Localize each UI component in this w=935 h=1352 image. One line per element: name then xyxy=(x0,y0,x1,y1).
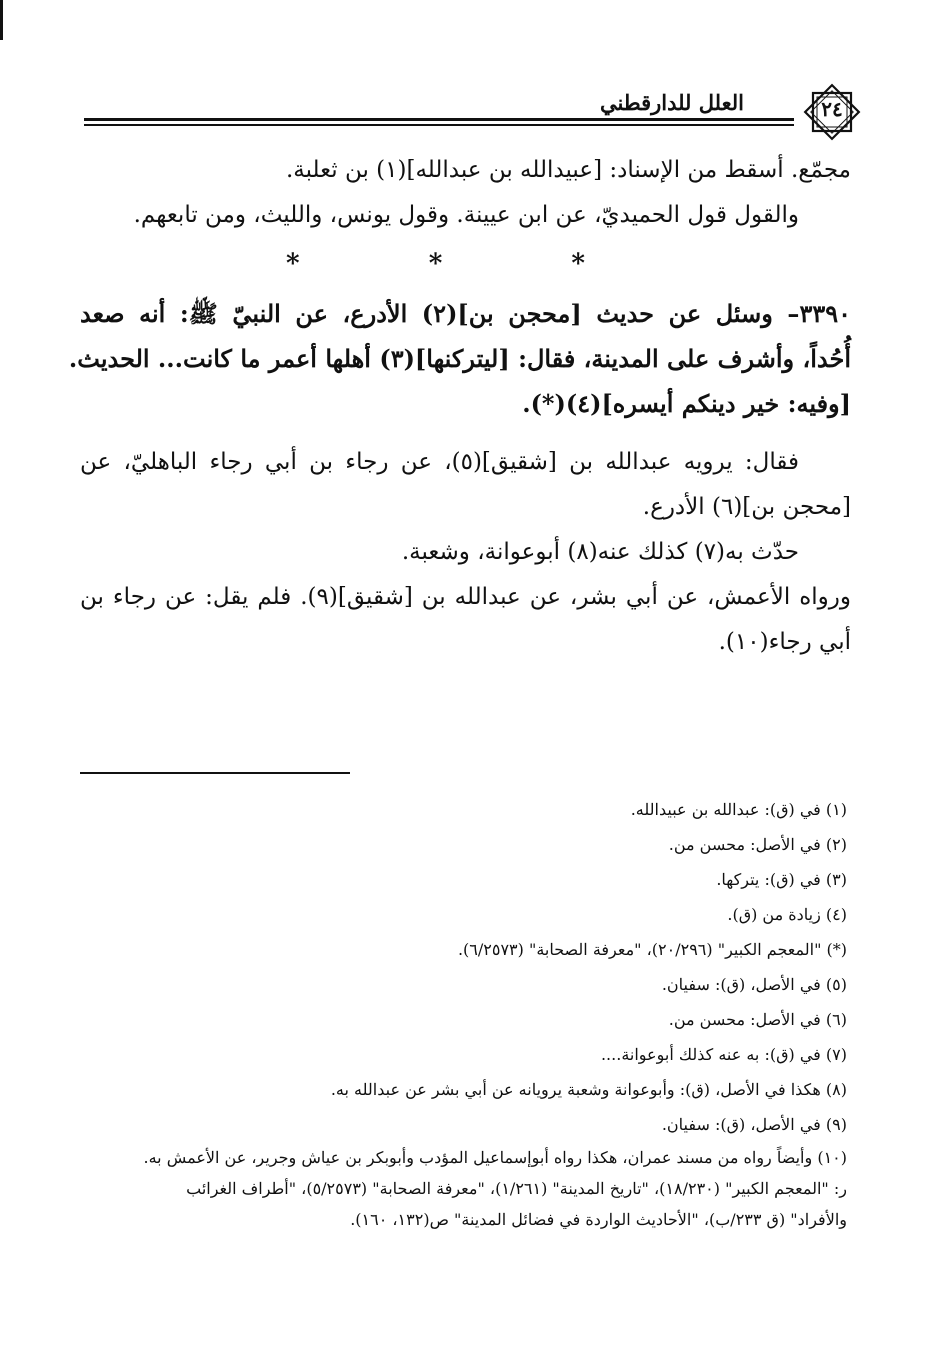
footnote-separator xyxy=(80,772,350,774)
answer-line: [محجن بن](٦) الأدرع. xyxy=(642,494,851,520)
answer-line: ورواه الأعمش، عن أبي بشر، عن عبدالله بن [شقيق](٩). فلم يقل: عن رجاء بن xyxy=(80,584,852,610)
footnote: (*) "المعجم الكبير" (٢٠/٢٩٦)، "معرفة الصحابة" (٦/٢٥٧٣). xyxy=(457,940,847,959)
text-line: مجمّع. أسقط من الإسناد: [عبيدالله بن عبدالله](١) بن ثعلبة. xyxy=(285,157,851,183)
footnote: (٢) في الأصل: محسن من. xyxy=(668,835,847,854)
page-edge-mark xyxy=(0,0,3,40)
footnote: (٧) في (ق): به عنه كذلك أبوعوانة.... xyxy=(600,1045,847,1064)
answer-line: أبي رجاء(١٠). xyxy=(718,629,851,655)
footnote: (٥) في الأصل، (ق): سفيان. xyxy=(661,975,847,994)
footnote: (٤) زيادة من (ق). xyxy=(727,905,847,924)
header-rule-thick xyxy=(84,118,794,121)
answer-line: فقال: يرويه عبدالله بن [شقيق](٥)، عن رجاء بن أبي رجاء الباهليّ، عن xyxy=(80,449,799,475)
footnote-continuation: والأفراد" (ق ٢٣٣/ب)، "الأحاديث الواردة في فضائل المدينة" ص(١٣٢، ١٦٠). xyxy=(350,1210,847,1229)
question-heading-line: [وفيه: خير دينكم أيسره](٤)(*). xyxy=(522,389,851,418)
header-rule-thin xyxy=(84,124,794,126)
running-title: العلل للدارقطني xyxy=(600,90,744,115)
footnote-continuation: ر: "المعجم الكبير" (١٨/٢٣٠)، "تاريخ المدينة" (١/٢٦١)، "معرفة الصحابة" (٥/٢٥٧٣)، "أطراف الغرائب xyxy=(186,1179,847,1198)
footnote: (٣) في (ق): يتركها. xyxy=(716,870,847,889)
page-number: ٢٤ xyxy=(821,97,843,121)
question-heading-line: أُحُداً، وأشرف على المدينة، فقال: [ليتركنها](٣) أهلها أعمر ما كانت... الحديث. xyxy=(68,344,851,373)
answer-line: حدّث به(٧) كذلك عنه(٨) أبوعوانة، وشعبة. xyxy=(401,539,799,565)
footnote: (٦) في الأصل: محسن من. xyxy=(668,1010,847,1029)
section-separator: * * * xyxy=(286,249,645,279)
text-line: والقول قول الحميديّ، عن ابن عيينة. وقول يونس، والليث، ومن تابعهم. xyxy=(133,202,799,228)
footnotes xyxy=(80,792,847,1235)
footnote: (١٠) وأيضاً رواه من مسند عمران، هكذا رواه أبوإسماعيل المؤدب وأبوبكر بن عياش وجرير، عن الأعمش به. xyxy=(143,1148,847,1167)
page-header xyxy=(84,80,864,140)
footnote: (١) في (ق): عبدالله بن عبيدالله. xyxy=(630,800,847,819)
footnote: (٩) في الأصل، (ق): سفيان. xyxy=(661,1115,847,1134)
main-text xyxy=(68,148,852,665)
footnote: (٨) هكذا في الأصل، (ق): وأبوعوانة وشعبة يرويانه عن أبي بشر عن عبدالله به. xyxy=(330,1080,847,1099)
question-heading-line: ٣٣٩٠– وسئل عن حديث [محجن بن](٢) الأدرع، عن النبيّ ﷺ: أنه صعد xyxy=(80,299,851,328)
